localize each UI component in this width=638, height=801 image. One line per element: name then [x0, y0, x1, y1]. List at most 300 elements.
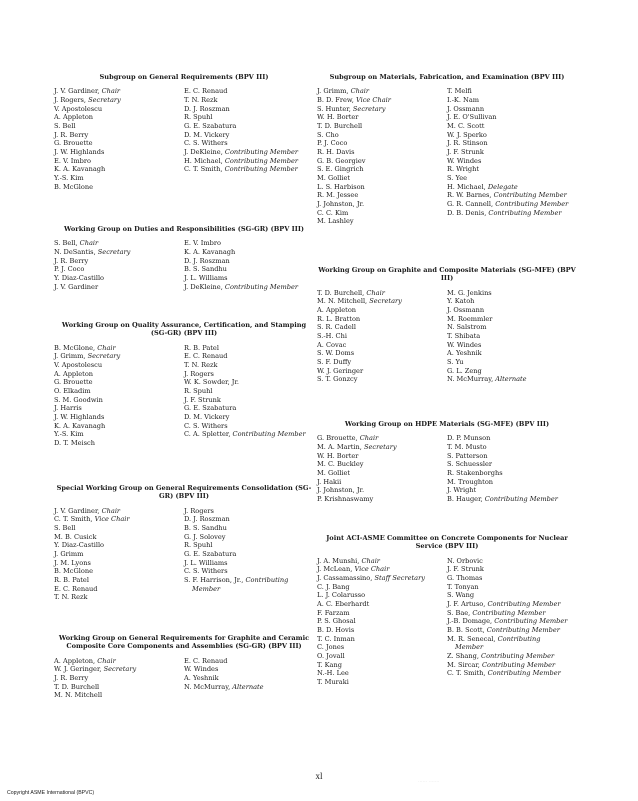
member-name [54, 183, 184, 192]
member-name [317, 349, 447, 358]
member-name [447, 609, 577, 618]
member-name-text: J. L. Williams [184, 274, 228, 283]
member-name [447, 148, 577, 157]
member-name-text: C. S. Withers [184, 567, 228, 576]
member-name-text: W. Windes [447, 340, 482, 349]
member-name [184, 541, 314, 550]
member-name [317, 209, 447, 218]
member-name-text: J. F. Artuso, [447, 600, 486, 609]
section-graphite-ceramic-general [54, 634, 314, 700]
member-name [54, 550, 184, 559]
member-name [54, 585, 184, 594]
member-name-text: B. D. Hovis [317, 626, 355, 635]
member-list [54, 344, 314, 448]
member-name [317, 139, 447, 148]
member-name-text: W. H. Borter [317, 113, 359, 122]
member-name-text: Z. Shang, [447, 652, 479, 661]
member-list [54, 507, 314, 602]
member-name-text: C. T. Smith, [447, 669, 486, 678]
member-name [184, 422, 314, 431]
member-name [317, 478, 447, 487]
member-name-text: T. Kang [317, 660, 342, 669]
member-name-text: C. A. Spletter, [184, 430, 231, 439]
member-name-text: E. C. Renaud [184, 656, 228, 665]
member-name [447, 443, 577, 452]
member-name [447, 643, 577, 652]
member-name [447, 332, 577, 341]
member-name-text: M. C. Scott [447, 122, 485, 131]
member-name-text: R. W. Barnes, [447, 191, 492, 200]
member-name [184, 148, 314, 157]
member-name [317, 183, 447, 192]
member-role: Chair [97, 343, 116, 352]
member-name [184, 352, 314, 361]
member-name-text: N. Orbovic [447, 556, 483, 565]
copyright-notice: Copyright ASME International (BPVC) [7, 790, 95, 796]
member-name [184, 515, 314, 524]
member-name-text: B. McGlone [54, 567, 93, 576]
member-name [447, 486, 577, 495]
section-hdpe-materials [317, 420, 577, 504]
member-name [447, 122, 577, 131]
member-name [54, 593, 184, 602]
member-name-text: C. T. Smith, [54, 515, 93, 524]
member-name [54, 524, 184, 533]
member-name [447, 209, 577, 218]
member-name-text: V. Apostolescu [54, 361, 103, 370]
member-name [184, 550, 314, 559]
member-name-text: G. Brouette, [317, 434, 358, 443]
member-name [184, 87, 314, 96]
member-name [317, 96, 447, 105]
member-name-text: J. V. Gardiner, [54, 506, 100, 515]
member-name [317, 583, 447, 592]
member-name [184, 559, 314, 568]
member-name-text: J. Johnston, Jr. [317, 199, 365, 208]
member-name [447, 306, 577, 315]
member-name-text: K. A. Kavanagh [54, 421, 106, 430]
member-name [317, 635, 447, 644]
member-name-text: S. E. Gingrich [317, 165, 364, 174]
member-name [447, 600, 577, 609]
member-name-text: S. Hunter, [317, 104, 351, 113]
member-name [184, 396, 314, 405]
member-column-right [184, 239, 314, 291]
member-name [447, 583, 577, 592]
member-name [447, 341, 577, 350]
member-name-text: Y. Diaz-Castillo [54, 274, 105, 283]
member-name-text: G. Thomas [447, 574, 483, 583]
member-role: Contributing Member [495, 199, 569, 208]
member-name [317, 315, 447, 324]
member-name-text: S.-H. Chi [317, 332, 347, 341]
member-name [317, 469, 447, 478]
member-name-text: J. Grimm [54, 550, 84, 559]
section-quality-assurance [54, 321, 314, 448]
member-name [184, 257, 314, 266]
member-name-text: J. L. Williams [184, 558, 228, 567]
member-name [317, 191, 447, 200]
member-name-text: M. B. Cusick [54, 532, 97, 541]
member-name-text: M. G. Jenkins [447, 288, 492, 297]
section-title: Subgroup on Materials, Fabrication, and Examination (BPV III) [329, 73, 565, 81]
member-column-right [184, 657, 314, 700]
member-name [54, 683, 184, 692]
member-name-text: J. DeKleine, [184, 282, 223, 291]
member-name-text: L. S. Harbison [317, 182, 365, 191]
member-name-text: D. M. Vickery [184, 130, 230, 139]
member-name-text: J. V. Gardiner, [54, 87, 100, 96]
member-name-text: G. E. Szabatura [184, 404, 237, 413]
member-name-text: G. J. Solovey [184, 532, 226, 541]
member-name-text: J. W. Highlands [54, 413, 105, 422]
member-name [447, 652, 577, 661]
member-list [317, 87, 577, 226]
member-name-text: G. E. Szabatura [184, 550, 237, 559]
member-role: Chair [97, 656, 116, 665]
member-name-text: G. Brouette [54, 139, 93, 148]
member-name-text: T. N. Rezk [54, 593, 88, 602]
member-name-text: T. Melfi [447, 87, 472, 96]
member-role: Secretary [363, 443, 397, 452]
member-list [54, 657, 314, 700]
member-list [317, 557, 577, 687]
member-name-text: G. E. Szabatura [184, 122, 237, 131]
member-name-text: J. Harris [54, 404, 82, 413]
member-name [317, 165, 447, 174]
member-name [317, 452, 447, 461]
section-title: Special Working Group on General Requirements Consolidation (SG-GR) (BPV III) [56, 484, 312, 501]
member-name [54, 396, 184, 405]
member-name-text: C. J. Bang [317, 582, 350, 591]
member-name-text: A. Yeshnik [447, 349, 482, 358]
section-general-requirements [54, 73, 314, 191]
member-name-text: W. J. Geringer, [54, 665, 102, 674]
member-name-text: K. A. Kavanagh [184, 248, 236, 257]
member-name-text: J. V. Gardiner [54, 282, 99, 291]
member-name [317, 341, 447, 350]
member-name-text: M. Golliet [317, 469, 351, 478]
member-name-text: M. Roemmler [447, 314, 493, 323]
member-name [317, 306, 447, 315]
member-role: Contributing Member [484, 495, 558, 503]
member-name-text: J. Hakii [317, 477, 342, 486]
member-name-text: C. Jones [317, 643, 345, 652]
member-name-text: M. Troughton [447, 477, 494, 486]
member-list [54, 87, 314, 191]
member-name [447, 557, 577, 566]
member-name [54, 131, 184, 140]
member-role: Chair [366, 288, 385, 297]
member-column-right [447, 434, 577, 503]
member-name [447, 105, 577, 114]
member-name [54, 404, 184, 413]
member-name-text: S. Yee [447, 173, 468, 182]
member-name-text: Y. Katoh [447, 297, 475, 306]
member-name [184, 274, 314, 283]
member-name-text: S. F. Duffy [317, 358, 352, 367]
member-name-text: F. Farzam [317, 608, 350, 617]
member-role: Contributing Member [472, 608, 546, 617]
member-name-text: D. J. Roszman [184, 515, 230, 524]
member-name [54, 139, 184, 148]
member-role: Contributing Member [488, 208, 562, 217]
member-role: Chair [359, 434, 379, 443]
member-name-text: R. B. Patel [184, 343, 219, 352]
member-name [317, 113, 447, 122]
page-number: xl [315, 771, 323, 781]
member-name-text: S. Cho [317, 130, 339, 139]
member-name [447, 635, 577, 644]
member-role: Member [192, 584, 221, 593]
member-name-text: T. C. Inman [317, 634, 355, 643]
member-name-text: G. L. Zeng [447, 366, 482, 375]
member-name [54, 274, 184, 283]
member-name-text: J. Grimm, [317, 87, 349, 96]
member-name-text: E. C. Renaud [184, 352, 228, 361]
member-name [184, 524, 314, 533]
member-role: Contributing Member [487, 669, 561, 678]
member-name [184, 576, 314, 585]
member-name [447, 574, 577, 583]
member-column-right [184, 507, 314, 602]
member-name-text: R. M. Jessee [317, 191, 359, 200]
member-name-text: S. Patterson [447, 451, 488, 460]
member-name-text: Y.-S. Kim [54, 430, 84, 439]
member-name-text: M. Lashley [317, 217, 354, 226]
member-role: Contributing Member [493, 191, 567, 200]
member-name [54, 559, 184, 568]
member-name-text: J. Wright [447, 486, 477, 495]
section-title: Working Group on HDPE Materials (SG-MFE) (BPV III) [344, 420, 550, 428]
member-name-text: W. J. Geringer [317, 366, 364, 375]
member-role: Secretary [352, 104, 386, 113]
member-name-text: T. Tonyan [447, 582, 479, 591]
member-role: Contributing Member [224, 148, 299, 156]
member-name [184, 657, 314, 666]
member-name [54, 148, 184, 157]
member-name [184, 674, 314, 683]
section-general-requirements-consolidation [54, 484, 314, 602]
member-role: Contributing Member [224, 282, 299, 291]
member-name [54, 165, 184, 174]
member-role: Contributing Member [224, 165, 298, 174]
member-name-text: S. Yu [447, 358, 464, 367]
member-name [317, 495, 447, 504]
member-name-text: S. W. Doms [317, 349, 355, 358]
member-role: Vice Chair [354, 565, 390, 574]
member-role: Staff Secretary [374, 574, 425, 583]
member-role: Contributing [245, 576, 289, 585]
member-name-text: B. B. Scott, [447, 626, 485, 635]
member-name-text: S. T. Gonzcy [317, 375, 358, 384]
member-name [184, 344, 314, 353]
member-name [317, 557, 447, 566]
member-name [447, 669, 577, 678]
member-name-text: C. S. Withers [184, 139, 228, 148]
member-name-text: T. D. Burchell [54, 682, 100, 691]
member-name-text: R. Stakenborghs [447, 469, 503, 478]
member-name [447, 87, 577, 96]
member-name [447, 157, 577, 166]
member-name [184, 665, 314, 674]
member-name-text: C. C. Kim [317, 208, 349, 217]
member-name-text: Y. Diaz-Castillo [54, 541, 105, 550]
member-name-text: L. J. Colarusso [317, 591, 366, 600]
member-name [184, 585, 314, 594]
member-name [317, 661, 447, 670]
member-name [184, 430, 314, 439]
member-name [317, 460, 447, 469]
section-title: Subgroup on General Requirements (BPV III) [99, 73, 269, 81]
member-name-text: J. F. Strunk [447, 148, 484, 156]
member-name [54, 87, 184, 96]
member-name [54, 352, 184, 361]
member-name [317, 289, 447, 298]
member-name [447, 375, 577, 384]
faint-watermark: ...... ....... [418, 778, 440, 784]
member-name [54, 361, 184, 370]
member-name-text: T. D. Burchell [317, 122, 363, 131]
member-column-left [317, 557, 447, 687]
member-name [447, 174, 577, 183]
member-name [447, 434, 577, 443]
member-name-text: J. A. Munshi, [317, 556, 360, 565]
member-name-text: H. Michael, [184, 156, 223, 165]
member-name [447, 297, 577, 306]
member-name-text: T. Shibata [447, 332, 481, 341]
member-name [317, 643, 447, 652]
member-name-text: J. W. Highlands [54, 148, 105, 156]
member-name [54, 387, 184, 396]
member-name-text: O. Jovall [317, 652, 345, 661]
member-name [54, 378, 184, 387]
member-name-text: S. R. Cadell [317, 323, 356, 332]
member-name [447, 591, 577, 600]
member-name-text: J.-B. Domage, [447, 617, 493, 626]
member-name-text: J. DeKleine, [184, 148, 223, 156]
member-name [447, 469, 577, 478]
member-name [184, 248, 314, 257]
member-name-text: D. J. Roszman [184, 104, 230, 113]
member-name-text: W. Windes [184, 665, 219, 674]
member-name [317, 148, 447, 157]
section-duties-responsibilities [54, 225, 314, 291]
member-name [447, 289, 577, 298]
member-column-left [54, 344, 184, 448]
member-name-text: N. McMurray, [447, 375, 494, 384]
member-name-text: J. McLean, [317, 565, 353, 574]
member-name-text: T. Muraki [317, 678, 349, 686]
member-name-text: E. V. Imbro [54, 156, 92, 165]
member-name [184, 165, 314, 174]
member-name [54, 576, 184, 585]
member-name [54, 283, 184, 292]
member-name-text: T. N. Rezk [184, 361, 218, 370]
member-name-text: G. B. Georgiev [317, 156, 366, 165]
member-name-text: B. D. Frew, [317, 96, 354, 105]
member-column-right [447, 557, 577, 687]
member-name [447, 452, 577, 461]
member-role: Contributing Member [487, 600, 561, 609]
section-title: Working Group on Duties and Responsibilities (SG-GR) (BPV III) [63, 225, 305, 233]
member-name [54, 239, 184, 248]
member-name-text: P. J. Coco [54, 265, 85, 274]
member-name-text: J. R. Berry [54, 674, 89, 683]
member-name-text: D. B. Denis, [447, 208, 487, 217]
member-role: Chair [79, 239, 99, 248]
member-name [184, 139, 314, 148]
member-name-text: E. V. Imbro [184, 239, 222, 248]
member-name [184, 413, 314, 422]
member-name [317, 626, 447, 635]
member-name-text: D. J. Roszman [184, 256, 230, 265]
member-role: Secretary [88, 96, 121, 105]
member-name [184, 378, 314, 387]
member-name-text: A. Covac [317, 340, 347, 349]
member-name-text: W. H. Borter [317, 451, 359, 460]
member-name-text: A. Appleton [54, 113, 94, 122]
member-column-left [317, 434, 447, 503]
member-name-text: A. Yeshnik [184, 674, 219, 683]
member-column-left [54, 507, 184, 602]
member-name [184, 113, 314, 122]
member-name-text: J. F. Strunk [447, 565, 484, 574]
member-name-text: I.-K. Nam [447, 96, 479, 105]
member-name [54, 248, 184, 257]
member-role: Member [455, 643, 484, 652]
member-name-text: E. C. Renaud [184, 87, 228, 96]
member-name [184, 239, 314, 248]
member-name-text: A. C. Eberhardt [317, 600, 370, 609]
member-column-right [184, 87, 314, 191]
member-role: Contributing Member [224, 156, 299, 165]
member-name [447, 191, 577, 200]
member-name [447, 478, 577, 487]
member-name-text: A. Appleton, [54, 656, 96, 665]
member-role: Contributing Member [481, 652, 555, 661]
section-title: Working Group on Quality Assurance, Certification, and Stamping (SG-GR) (BPV III) [61, 321, 307, 338]
member-name [317, 609, 447, 618]
member-name-text: R. Spuhl [184, 541, 213, 550]
member-name-text: R. Wright [447, 165, 480, 174]
member-name [317, 565, 447, 574]
member-name [54, 174, 184, 183]
member-name [317, 297, 447, 306]
member-name-text: W. Windes [447, 156, 482, 165]
member-name [54, 265, 184, 274]
member-name-text: R. L. Bratton [317, 314, 361, 323]
member-name-text: J. Johnston, Jr. [317, 486, 365, 495]
member-name-text: J. Rogers [184, 369, 214, 378]
member-name-text: D. P. Munson [447, 434, 491, 443]
member-column-left [54, 657, 184, 700]
member-name [447, 495, 577, 504]
member-name [54, 691, 184, 700]
member-name [317, 174, 447, 183]
member-name [184, 533, 314, 542]
member-name [317, 375, 447, 384]
member-name [317, 323, 447, 332]
member-name-text: J. Rogers, [54, 96, 87, 105]
member-name-text: D. T. Meisch [54, 439, 95, 448]
member-role: Secretary [97, 248, 131, 257]
member-name-text: N.-H. Lee [317, 669, 349, 678]
member-name [317, 367, 447, 376]
member-column-right [447, 289, 577, 384]
member-name-text: S. Bell [54, 524, 76, 533]
member-role: Chair [101, 87, 121, 96]
